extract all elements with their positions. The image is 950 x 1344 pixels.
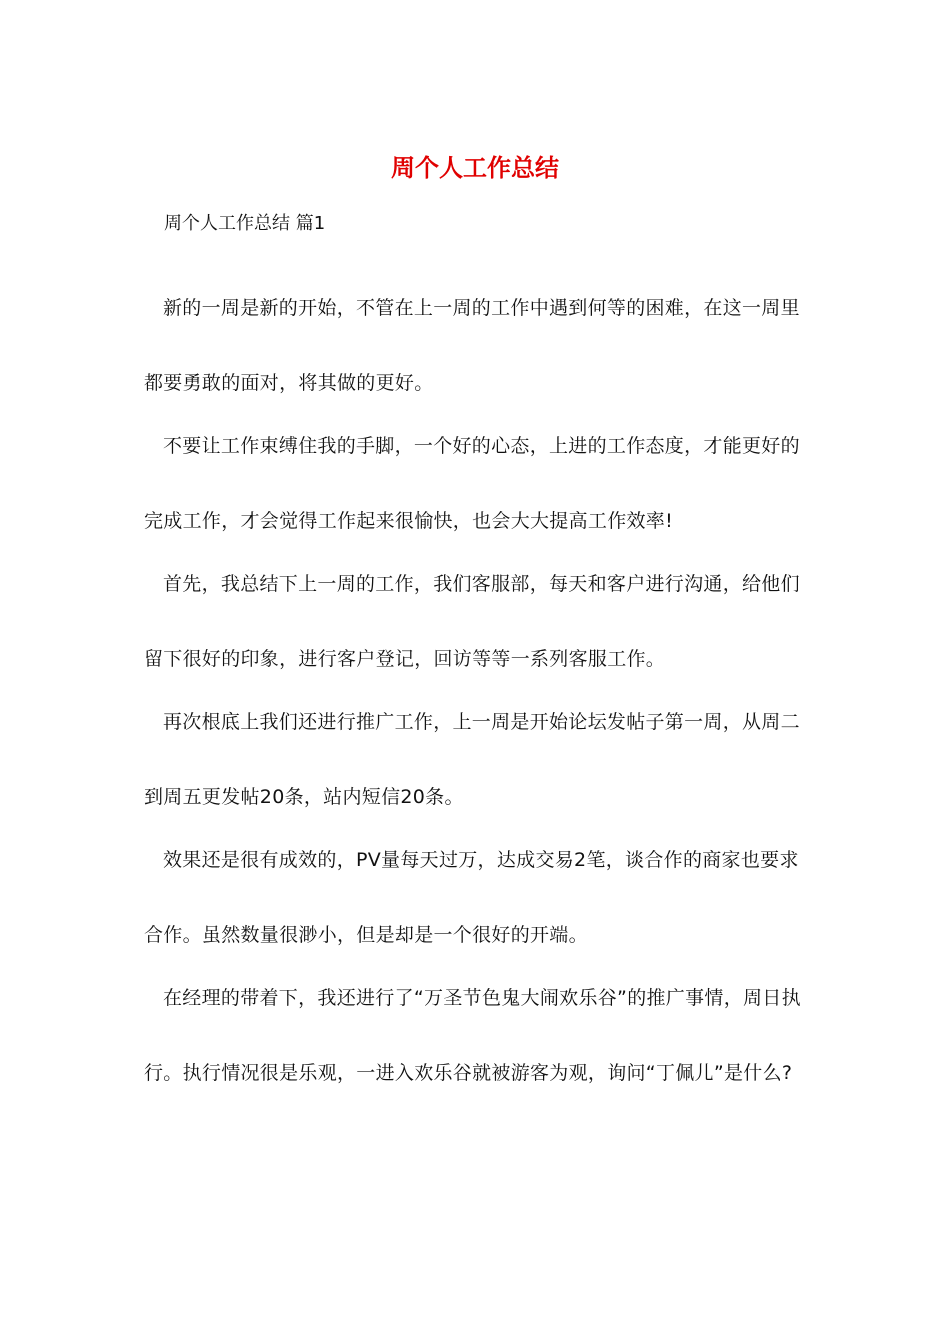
document-title: 周个人工作总结: [391, 153, 559, 182]
paragraph-4: 再次根底上我们还进行推广工作，上一周是开始论坛发帖子第一周，从周二到周五更发帖20条，站内短信20条。: [144, 711, 800, 808]
paragraph-6: 在经理的带着下，我还进行了“万圣节色鬼大闹欢乐谷”的推广事情，周日执行。执行情况很是乐观，一进入欢乐谷就被游客为观，询问“丁佩儿”是什么?: [144, 987, 801, 1084]
paragraph-1: 新的一周是新的开始，不管在上一周的工作中遇到何等的困难，在这一周里都要勇敢的面对，将其做的更好。: [144, 297, 800, 394]
paragraph-5: 效果还是很有成效的，PV量每天过万，达成交易2笔，谈合作的商家也要求合作。虽然数量很渺小，但是却是一个很好的开端。: [144, 849, 799, 946]
document-body: [144, 271, 809, 1099]
section-heading: 周个人工作总结 篇1: [164, 213, 326, 234]
paragraph-2: 不要让工作束缚住我的手脚，一个好的心态，上进的工作态度，才能更好的完成工作，才会觉得工作起来很愉快，也会大大提高工作效率!: [144, 435, 800, 532]
paragraph-3: 首先，我总结下上一周的工作，我们客服部，每天和客户进行沟通，给他们留下很好的印象，进行客户登记，回访等等一系列客服工作。: [144, 573, 800, 670]
